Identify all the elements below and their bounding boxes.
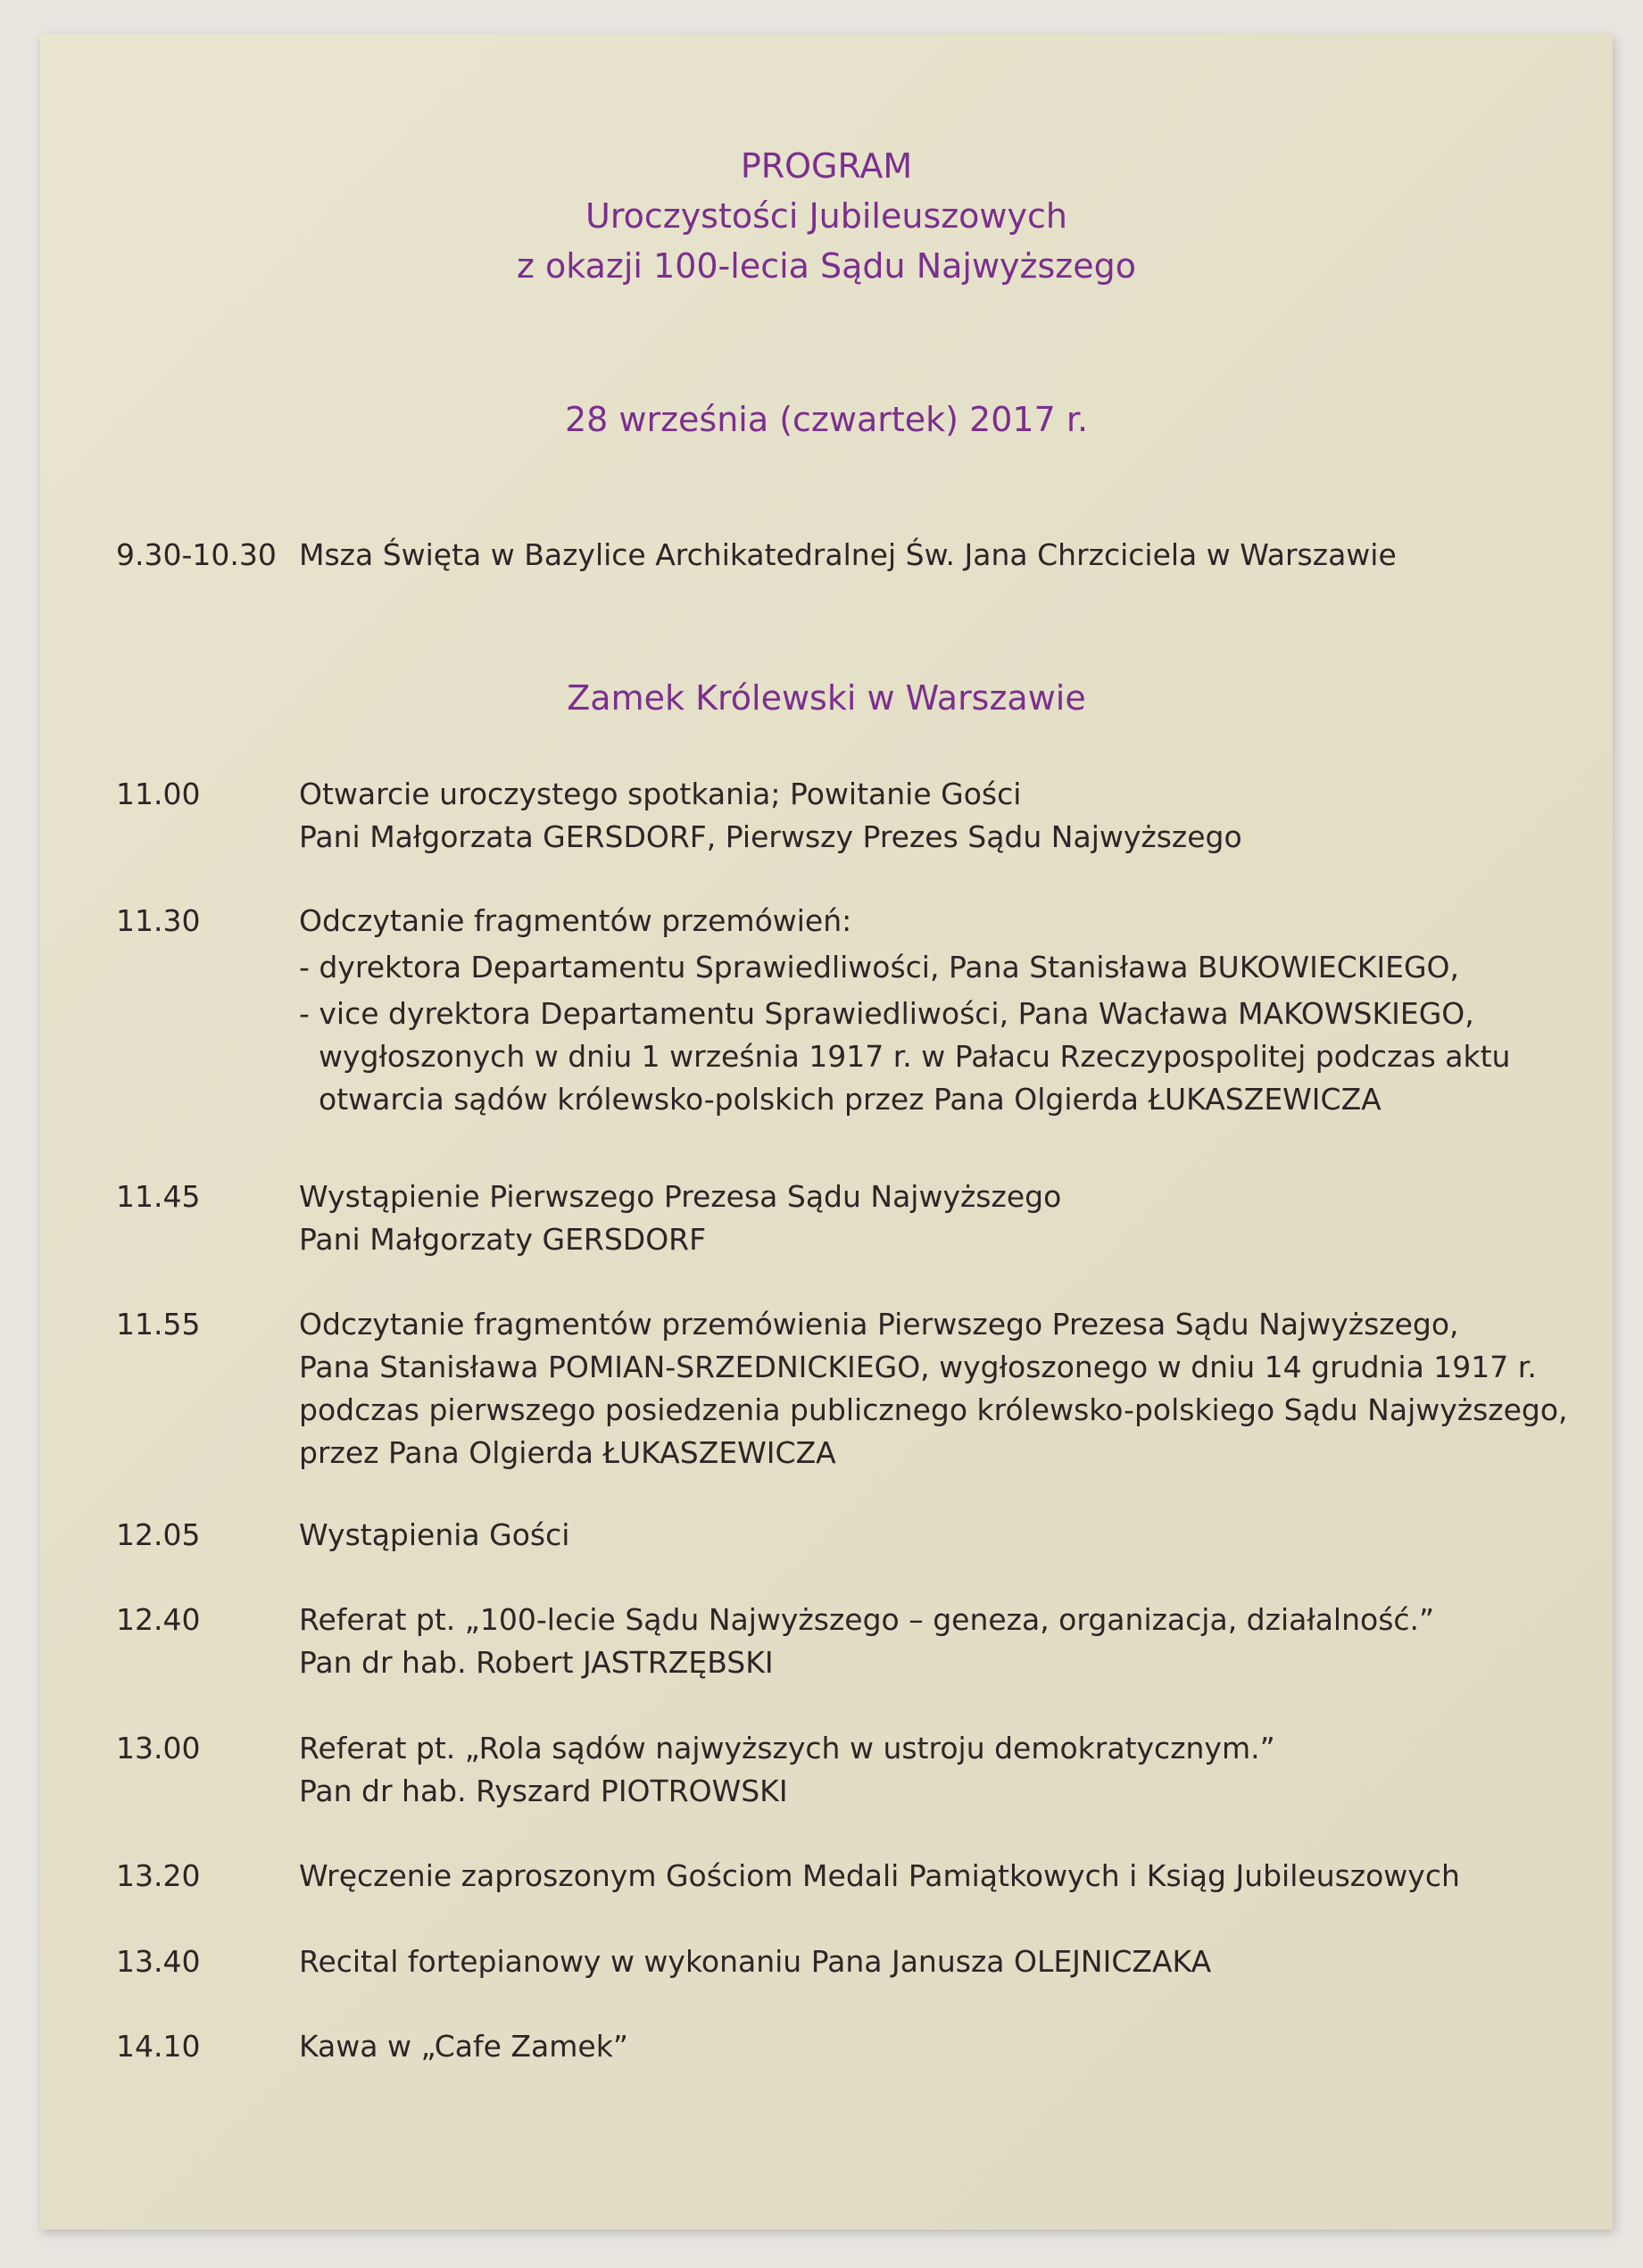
event-time: 13.40 bbox=[116, 1944, 201, 1979]
event-time: 13.20 bbox=[116, 1858, 201, 1893]
event-time: 9.30-10.30 bbox=[116, 537, 277, 572]
event-line: Pan dr hab. Robert JASTRZĘBSKI bbox=[299, 1645, 774, 1680]
program-heading: PROGRAM bbox=[740, 146, 913, 186]
event-line: Pani Małgorzata GERSDORF, Pierwszy Prezes Sądu Najwyższego bbox=[299, 819, 1242, 854]
event-line: przez Pana Olgierda ŁUKASZEWICZA bbox=[299, 1435, 836, 1470]
event-line: wygłoszonych w dniu 1 września 1917 r. w Pałacu Rzeczypospolitej podczas aktu bbox=[319, 1039, 1511, 1074]
event-time: 11.00 bbox=[116, 777, 201, 811]
event-line: - vice dyrektora Departamentu Sprawiedliwości, Pana Wacława MAKOWSKIEGO, bbox=[299, 996, 1474, 1031]
event-line: Wręczenie zaproszonym Gościom Medali Pamiątkowych i Ksiąg Jubileuszowych bbox=[299, 1858, 1460, 1893]
event-description bbox=[299, 1303, 1584, 1475]
event-line: Wystąpienie Pierwszego Prezesa Sądu Najwyższego bbox=[299, 1179, 1062, 1214]
event-description bbox=[299, 1514, 1584, 1557]
event-line: Recital fortepianowy w wykonaniu Pana Janusza OLEJNICZAKA bbox=[299, 1944, 1212, 1979]
event-description bbox=[299, 1940, 1584, 1983]
program-card bbox=[40, 34, 1613, 2230]
event-line: Referat pt. „100-lecie Sądu Najwyższego – geneza, organizacja, działalność.” bbox=[299, 1602, 1435, 1637]
event-line: - dyrektora Departamentu Sprawiedliwości, Pana Stanisława BUKOWIECKIEGO, bbox=[299, 950, 1460, 984]
event-date: 28 września (czwartek) 2017 r. bbox=[564, 400, 1089, 439]
event-line: Wystąpienia Gości bbox=[299, 1517, 570, 1552]
event-time: 12.05 bbox=[116, 1517, 201, 1552]
program-occasion: z okazji 100-lecia Sądu Najwyższego bbox=[516, 246, 1136, 286]
event-description bbox=[299, 1855, 1584, 1898]
event-line: Odczytanie fragmentów przemówienia Pierwszego Prezesa Sądu Najwyższego, bbox=[299, 1307, 1459, 1342]
event-time: 13.00 bbox=[116, 1731, 201, 1765]
event-description bbox=[299, 534, 1584, 577]
event-description bbox=[299, 1727, 1584, 1813]
event-line: Msza Święta w Bazylice Archikatedralnej Św. Jana Chrzciciela w Warszawie bbox=[299, 537, 1397, 572]
event-line: podczas pierwszego posiedzenia publicznego królewsko-polskiego Sądu Najwyższego, bbox=[299, 1392, 1568, 1427]
event-line: Odczytanie fragmentów przemówień: bbox=[299, 903, 852, 938]
event-line: Otwarcie uroczystego spotkania; Powitanie Gości bbox=[299, 777, 1022, 811]
event-line: Pani Małgorzaty GERSDORF bbox=[299, 1222, 707, 1257]
venue-heading: Zamek Królewski w Warszawie bbox=[567, 678, 1086, 718]
event-time: 14.10 bbox=[116, 2029, 201, 2064]
program-title bbox=[40, 141, 1613, 291]
event-line: Pan dr hab. Ryszard PIOTROWSKI bbox=[299, 1774, 788, 1808]
event-line: Pana Stanisława POMIAN-SRZEDNICKIEGO, wygłoszonego w dniu 14 grudnia 1917 r. bbox=[299, 1350, 1537, 1384]
event-line: otwarcia sądów królewsko-polskich przez Pana Olgierda ŁUKASZEWICZA bbox=[319, 1082, 1382, 1117]
event-time: 11.30 bbox=[116, 903, 201, 938]
event-time: 11.55 bbox=[116, 1307, 201, 1342]
event-description bbox=[299, 1176, 1584, 1261]
event-description bbox=[299, 1599, 1584, 1684]
event-line: Kawa w „Cafe Zamek” bbox=[299, 2029, 628, 2064]
event-description bbox=[299, 2025, 1584, 2068]
event-time: 12.40 bbox=[116, 1602, 201, 1637]
program-subtitle: Uroczystości Jubileuszowych bbox=[585, 196, 1067, 236]
event-description bbox=[299, 900, 1584, 1121]
event-time: 11.45 bbox=[116, 1179, 201, 1214]
event-description bbox=[299, 773, 1584, 859]
event-line: Referat pt. „Rola sądów najwyższych w ustroju demokratycznym.” bbox=[299, 1731, 1275, 1765]
